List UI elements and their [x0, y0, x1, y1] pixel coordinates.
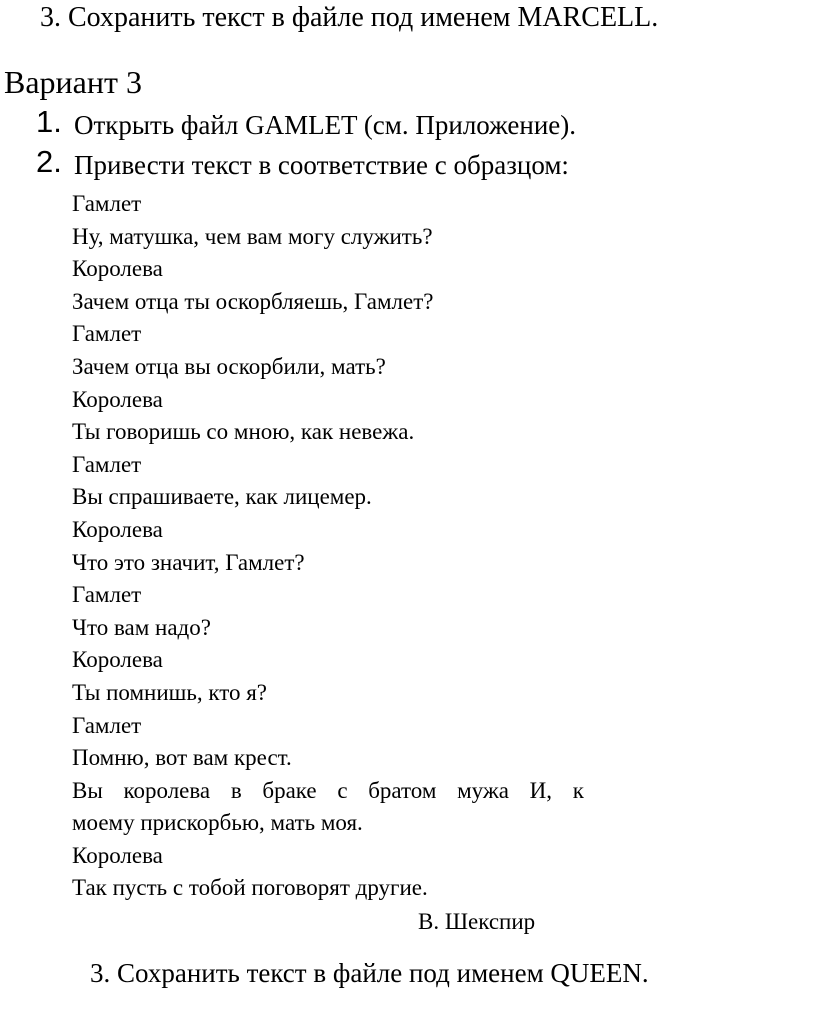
justified-word: мужа — [457, 777, 509, 803]
justified-word: браке — [262, 777, 317, 803]
dialogue-line: Гамлет — [72, 712, 142, 738]
dialogue-line: Гамлет — [72, 451, 142, 477]
dialogue-line: Королева — [72, 516, 163, 542]
dialogue-line: Помню, вот вам крест. — [72, 745, 292, 771]
item2-text: Привести текст в соответствие с образцом: — [74, 150, 569, 180]
justified-line — [72, 775, 584, 808]
dialogue-line: Гамлет — [72, 582, 142, 608]
dialogue-line: моему прискорбью, мать моя. — [72, 810, 363, 836]
dialogue-line: Ну, матушка, чем вам могу служить? — [72, 223, 433, 249]
justified-word: к — [572, 777, 584, 803]
dialogue-line: Вы спрашиваете, как лицемер. — [72, 484, 372, 510]
justified-word: с — [337, 777, 348, 803]
justified-word: братом — [368, 777, 437, 803]
dialogue-line: Что это значит, Гамлет? — [72, 549, 305, 575]
dialogue-line: Гамлет — [72, 321, 142, 347]
justified-word: И, — [529, 777, 553, 803]
dialogue-line: Королева — [72, 842, 163, 868]
justified-word: в — [230, 777, 242, 803]
step3-top-instruction: 3. Сохранить текст в файле под именем MARCELL. — [40, 2, 659, 33]
dialogue-line: Королева — [72, 256, 163, 282]
dialogue-line: Королева — [72, 386, 163, 412]
dialogue-block — [72, 188, 592, 905]
author-signature: В. Шекспир — [418, 909, 536, 934]
item2-number: 2. — [36, 144, 62, 179]
step3-bottom-instruction: 3. Сохранить текст в файле под именем QUEEN. — [90, 958, 649, 988]
dialogue-line: Гамлет — [72, 191, 142, 216]
dialogue-line: Зачем отца вы оскорбили, мать? — [72, 353, 386, 379]
justified-word: Вы — [72, 777, 103, 803]
item1-text: Открыть файл GAMLET (см. Приложение). — [74, 110, 577, 140]
item1-number: 1. — [36, 104, 62, 139]
dialogue-line: Что вам надо? — [72, 614, 211, 640]
dialogue-line: Так пусть с тобой поговорят другие. — [72, 875, 428, 901]
dialogue-line: Зачем отца ты оскорбляешь, Гамлет? — [72, 288, 434, 314]
justified-word: королева — [123, 777, 211, 803]
dialogue-line: Ты помнишь, кто я? — [72, 679, 268, 705]
dialogue-line: Ты говоришь со мною, как невежа. — [72, 419, 415, 445]
dialogue-line: Королева — [72, 647, 163, 673]
variant-heading: Вариант 3 — [4, 64, 142, 100]
